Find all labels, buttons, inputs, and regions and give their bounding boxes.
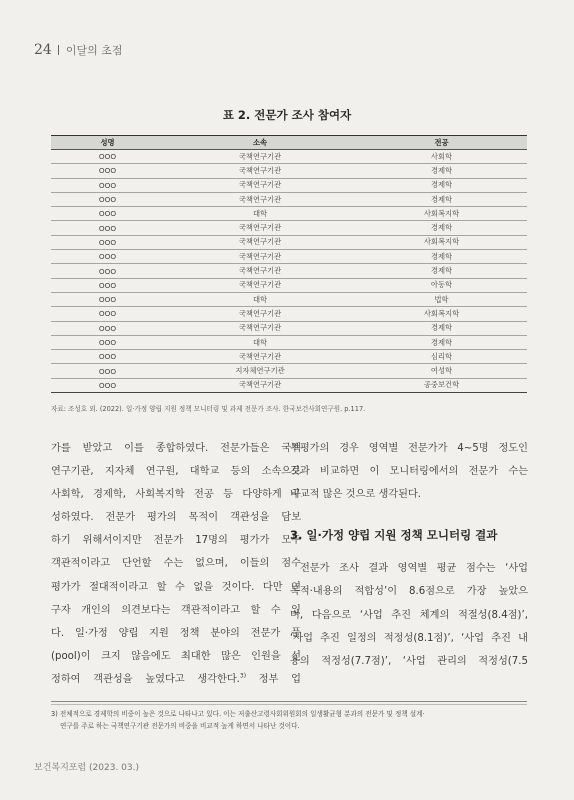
body-line: 목적·내용의 적합성’이 8.6점으로 가장 높았으 [290,586,528,598]
body-line: 객관적이라고 단언할 수는 없으며, 이들의 점수 [51,558,301,570]
cell-major: 경제학 [356,264,527,278]
cell-name: OOO [51,221,164,235]
cell-affiliation: 국책연구기관 [164,150,356,164]
column-header-name: 성명 [51,136,164,150]
footnote-line: 연구를 주로 하는 국책연구기관 전문가의 비중을 비교적 높게 하면서 나타난 것이다. [60,722,300,730]
cell-affiliation: 국책연구기관 [164,307,356,321]
cell-major: 경제학 [356,250,527,264]
footnote-ref[interactable]: 3) [239,672,247,680]
page-number: 24 [34,42,52,58]
cell-affiliation: 대학 [164,292,356,306]
cell-name: OOO [51,364,164,378]
footnote-divider [51,701,527,702]
footnote-line: 3) 전체적으로 경제학의 비중이 높은 것으로 나타나고 있다. 이는 저출산고령사회위원회의 일생활균형 분과의 전문가 및 정책 설계· [51,710,425,718]
cell-affiliation: 국책연구기관 [164,192,356,206]
cell-major: 사회학 [356,150,527,164]
cell-major: 사회복지학 [356,235,527,249]
body-line: 하기 위해서이지만 전문가 17명의 평가가 모두 [51,535,301,547]
body-line: 비교적 많은 것으로 생각된다. [290,489,422,501]
body-line-last [51,668,301,691]
cell-affiliation: 국책연구기관 [164,278,356,292]
cell-name: OOO [51,164,164,178]
cell-affiliation: 국책연구기관 [164,235,356,249]
cell-affiliation: 국책연구기관 [164,321,356,335]
body-line: 구자 개인의 의견보다는 객관적이라고 할 수 있 [51,604,301,616]
body-line-text: 정하여 객관성을 높였다고 생각한다. [51,673,240,685]
table-body [51,150,527,393]
cell-affiliation: 국책연구기관 [164,378,356,392]
table-row [51,335,527,349]
cell-affiliation: 국책연구기관 [164,178,356,192]
cell-affiliation: 국책연구기관 [164,164,356,178]
table-row [51,378,527,392]
body-line: 연구기관, 지자체 연구원, 대학교 등의 소속으로 [51,466,301,478]
table-row [51,364,527,378]
cell-major: 경제학 [356,321,527,335]
body-line: 다. 일·가정 양립 지원 정책 분야의 전문가 풀 [51,627,301,639]
table-row [51,150,527,164]
cell-major: 경제학 [356,178,527,192]
cell-affiliation: 대학 [164,335,356,349]
table-title: 표 2. 전문가 조사 참여자 [222,108,352,122]
running-footer: 보건복지포럼 (2023. 03.) [34,763,139,773]
body-left-column [51,437,301,691]
cell-name: OOO [51,264,164,278]
header-divider [58,45,59,55]
running-header [34,42,122,58]
cell-name: OOO [51,335,164,349]
table-row [51,350,527,364]
section-heading: 3. 일·가정 양립 지원 정책 모니터링 결과 [290,528,498,543]
body-line: 전문가 조사 결과 영역별 평균 점수는 ‘사업 [300,563,528,575]
table-row [51,250,527,264]
body-line: 것과 비교하면 이 모니터링에서의 전문가 수는 [290,466,528,478]
cell-name: OOO [51,250,164,264]
section-name: 이달의 초점 [65,44,123,57]
expert-table [51,135,527,393]
table-row [51,235,527,249]
cell-name: OOO [51,321,164,335]
cell-affiliation: 국책연구기관 [164,350,356,364]
body-right-column [290,437,528,673]
cell-name: OOO [51,235,164,249]
cell-major: 법학 [356,292,527,306]
cell-name: OOO [51,307,164,321]
table-row [51,278,527,292]
cell-major: 경제학 [356,221,527,235]
table-row [51,307,527,321]
cell-affiliation: 국책연구기관 [164,250,356,264]
body-line: 평가가 절대적이라고 할 수 없을 것이다. 다만 연 [51,581,301,593]
column-header-affiliation: 소속 [164,136,356,150]
table-header-row [51,136,527,150]
cell-name: OOO [51,292,164,306]
body-line: (pool)이 크지 않음에도 최대한 많은 인원을 선 [51,650,301,662]
body-line: 무평가의 경우 영역별 전문가가 4~5명 정도인 [290,443,528,454]
body-line: ‘사업 추진 일정의 적정성(8.1점)’, ‘사업 추진 내 [290,632,528,644]
cell-major: 공중보건학 [356,378,527,392]
table-row [51,221,527,235]
cell-affiliation: 지자체연구기관 [164,364,356,378]
cell-name: OOO [51,350,164,364]
cell-major: 경제학 [356,335,527,349]
cell-major: 사회복지학 [356,307,527,321]
table-row [51,264,527,278]
cell-name: OOO [51,150,164,164]
table-source: 자료: 조성호 외. (2022). 일·가정 양립 지원 정책 모니터링 및 과제 전문가 조사. 한국보건사회연구원. p.117. [51,405,366,413]
table-row [51,164,527,178]
cell-major: 사회복지학 [356,207,527,221]
column-header-major: 전공 [356,136,527,150]
table-row [51,292,527,306]
cell-name: OOO [51,278,164,292]
body-line: 용의 적정성(7.7점)’, ‘사업 관리의 적정성(7.5 [290,655,528,667]
footnote [51,708,531,732]
cell-major: 여성학 [356,364,527,378]
cell-name: OOO [51,207,164,221]
body-line: 성하였다. 전문가 평가의 목적이 객관성을 담보 [51,512,301,524]
cell-name: OOO [51,378,164,392]
body-line: 며, 다음으로 ‘사업 추진 체계의 적절성(8.4점)’, [290,609,528,621]
cell-major: 경제학 [356,164,527,178]
cell-major: 심리학 [356,350,527,364]
cell-affiliation: 국책연구기관 [164,221,356,235]
table-row [51,192,527,206]
cell-name: OOO [51,192,164,206]
table-row [51,207,527,221]
cell-major: 아동학 [356,278,527,292]
table-row [51,321,527,335]
body-line: 사회학, 경제학, 사회복지학 전공 등 다양하게 구 [51,489,301,501]
body-line: 가를 받았고 이를 종합하였다. 전문가들은 국책 [51,443,301,454]
footnote-divider-thin [51,704,527,705]
cell-affiliation: 국책연구기관 [164,264,356,278]
table-row [51,178,527,192]
cell-major: 경제학 [356,192,527,206]
body-line-tail: 정부 업 [246,673,301,685]
cell-affiliation: 대학 [164,207,356,221]
cell-name: OOO [51,178,164,192]
